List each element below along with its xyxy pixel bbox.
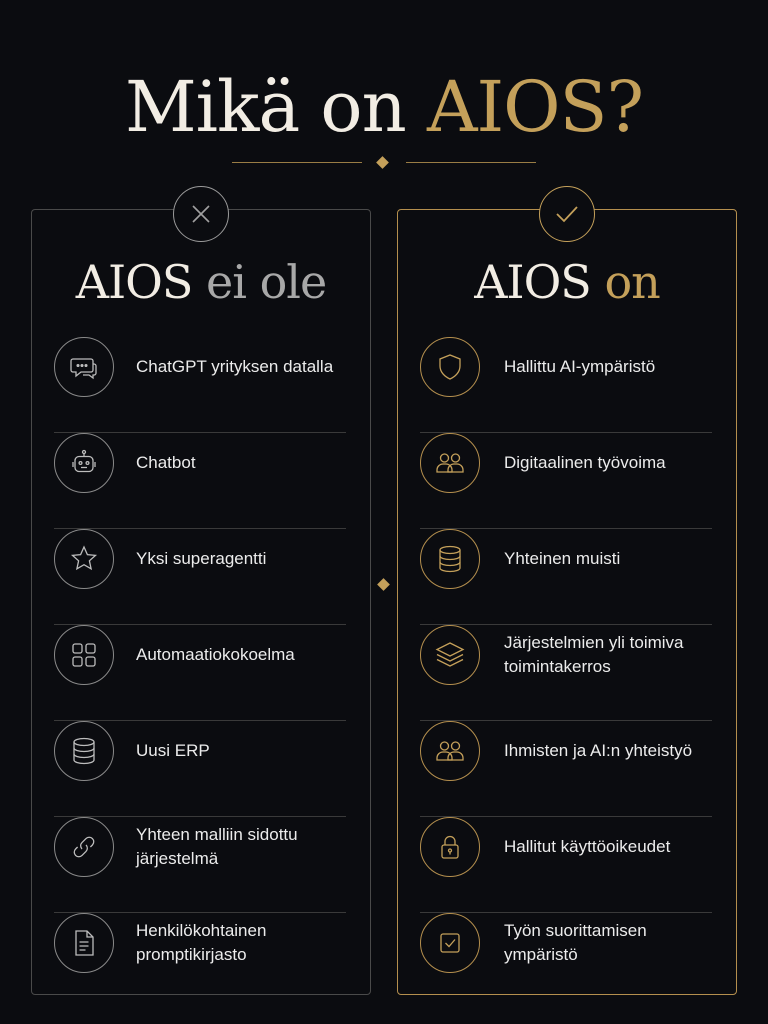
list-item-label: ChatGPT yrityksen datalla <box>136 357 334 376</box>
page-title <box>0 62 768 152</box>
chat-bubbles-icon <box>54 337 114 397</box>
users-icon <box>420 721 480 781</box>
panel-title-ei-ole <box>32 254 370 310</box>
list-item <box>420 817 712 913</box>
list-item <box>420 433 712 529</box>
database-icon <box>54 721 114 781</box>
list-item-label: Uusi ERP <box>136 741 210 760</box>
link-icon <box>54 817 114 877</box>
list-item-label: Chatbot <box>136 453 196 472</box>
list-item <box>420 337 712 433</box>
x-icon <box>173 186 229 242</box>
list-item <box>420 721 712 817</box>
list-item-label: Ihmisten ja AI:n yhteistyö <box>504 741 693 760</box>
list-item <box>54 625 346 721</box>
list-item-label: Automaatiokokoelma <box>136 645 295 664</box>
grid-icon <box>54 625 114 685</box>
list-item-label: Digitaalinen työvoima <box>504 453 666 472</box>
list-item <box>420 625 712 721</box>
title-diamond <box>376 156 389 169</box>
title-main: Mikä on <box>124 66 406 148</box>
list-item-label: Työn suorittamisen ympäristö <box>504 921 647 964</box>
star-icon <box>54 529 114 589</box>
list-item <box>54 817 346 913</box>
list-item <box>420 529 712 625</box>
center-diamond <box>377 578 390 591</box>
list-item <box>54 721 346 817</box>
list-item <box>54 529 346 625</box>
list-item-label: Järjestelmien yli toimiva toimintakerros <box>504 633 684 676</box>
list-item-label: Hallittu AI-ympäristö <box>504 357 656 376</box>
panel-on <box>397 209 737 995</box>
panel-title-main: AIOS <box>75 255 193 309</box>
users-icon <box>420 433 480 493</box>
list-item <box>54 913 346 1009</box>
list-item-label: Yhteen malliin sidottu järjestelmä <box>136 825 298 868</box>
title-accent: AIOS? <box>426 66 644 148</box>
list-item-label: Hallitut käyttöoikeudet <box>504 837 671 856</box>
robot-icon <box>54 433 114 493</box>
panel-title-muted: on <box>604 255 660 309</box>
title-divider-right <box>406 162 536 163</box>
checkbox-icon <box>420 913 480 973</box>
layers-icon <box>420 625 480 685</box>
panel-title-on <box>398 254 736 310</box>
panel-title-muted: ei ole <box>206 255 327 309</box>
list-item <box>54 337 346 433</box>
lock-icon <box>420 817 480 877</box>
list-item-label: Yhteinen muisti <box>504 549 621 568</box>
list-item-label: Henkilökohtainen promptikirjasto <box>136 921 267 964</box>
check-icon <box>539 186 595 242</box>
panel-title-main: AIOS <box>474 255 591 309</box>
list-item <box>420 913 712 1009</box>
list-item-label: Yksi superagentti <box>136 549 267 568</box>
document-icon <box>54 913 114 973</box>
title-divider-left <box>232 162 362 163</box>
list-item <box>54 433 346 529</box>
shield-icon <box>420 337 480 397</box>
panel-ei-ole <box>31 209 371 995</box>
database-icon <box>420 529 480 589</box>
